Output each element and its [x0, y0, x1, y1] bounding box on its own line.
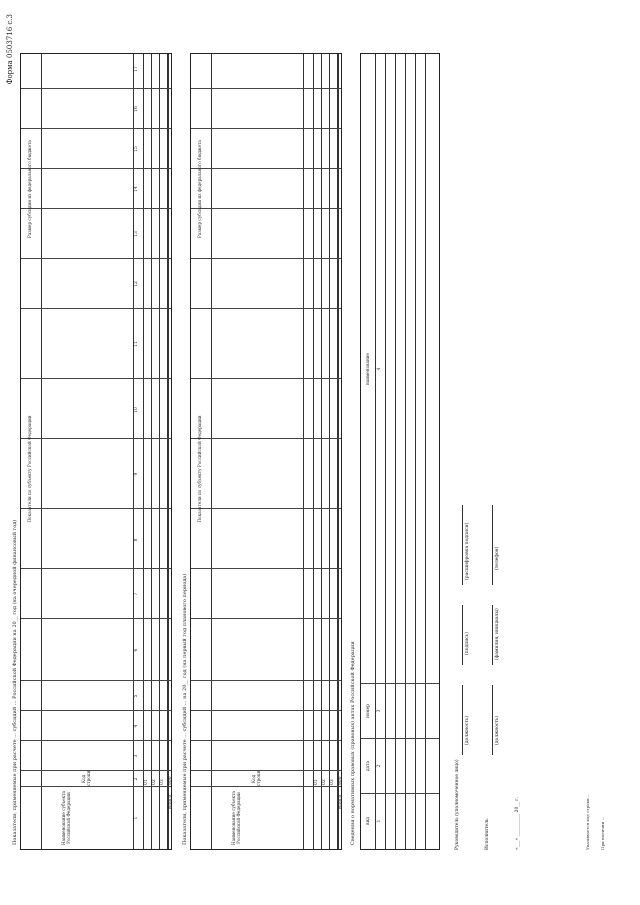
row-code-900-b: 900 — [338, 776, 343, 785]
subheader-total: Размер субсидии из федерального бюджета — [27, 140, 32, 238]
footnote-1: Указывается код строки ... — [585, 793, 590, 850]
sig-head-f1: (должность) — [465, 715, 470, 745]
colnum-16: 16 — [134, 106, 139, 112]
colnum-14: 14 — [134, 186, 139, 192]
table-nra — [360, 53, 440, 850]
form-code: Форма 0503716 с.3 — [6, 14, 14, 85]
nra-col-kind: вид — [365, 817, 370, 825]
header-subject-name: Наименование субъекта Российской Федерации — [61, 790, 71, 846]
sig-exec-f2: (фамилия, инициалы) — [495, 608, 500, 660]
colnum-1: 1 — [134, 816, 139, 820]
row-code-900: 900 — [168, 776, 173, 785]
header-row-code: Код строки — [81, 770, 91, 786]
colnum-6: 6 — [134, 648, 139, 652]
nra-colnum-2: 2 — [376, 764, 381, 768]
sig-role-exec: Исполнитель — [485, 818, 490, 850]
row-code-01-b: 01 — [314, 779, 319, 785]
colnum-5: 5 — [134, 694, 139, 698]
row-total-label-b: Итого — [338, 794, 343, 809]
sig-exec-f3: (телефон) — [495, 546, 500, 570]
colnum-8: 8 — [134, 538, 139, 542]
table-a2 — [190, 53, 342, 850]
sig-role-head: Руководитель (уполномоченное лицо) — [455, 759, 460, 850]
nra-col-date: дата — [365, 761, 370, 771]
row-code-02-b: 02 — [322, 779, 327, 785]
colnum-17: 17 — [134, 66, 139, 72]
sig-head-f3: (расшифровка подписи) — [465, 522, 470, 580]
sig-head-f2: (подпись) — [465, 632, 470, 655]
table-a1 — [20, 53, 172, 850]
header-row-code-2: Код строки — [251, 770, 261, 786]
date-line: «___» __________ 20__ г. — [515, 796, 520, 850]
colnum-15: 15 — [134, 146, 139, 152]
block-a1-title: Показатели, применяемые при расчете ... субсидий ... Российской Федерации на 20__ год (на очередной финансовый год) — [12, 519, 18, 845]
nra-colnum-4: 4 — [376, 367, 381, 371]
row-code-02: 02 — [152, 779, 157, 785]
colnum-2: 2 — [134, 777, 139, 781]
colnum-11: 11 — [134, 341, 139, 347]
nra-col-number: номер — [365, 704, 370, 718]
nra-col-name: наименование — [365, 352, 370, 386]
subheader-total-2: Размер субсидии из федерального бюджета — [197, 140, 202, 238]
nra-colnum-1: 1 — [376, 819, 381, 823]
colnum-3: 3 — [134, 754, 139, 758]
colnum-4: 4 — [134, 724, 139, 728]
colnum-9: 9 — [134, 472, 139, 476]
subheader-subject: Показатели по субъекту Российской Федерации — [27, 415, 32, 523]
subheader-subject-2: Показатели по субъекту Российской Федерации — [197, 415, 202, 523]
footnote-2: При наличии ... — [600, 816, 605, 850]
colnum-7: 7 — [134, 592, 139, 596]
header-subject-name-2: Наименование субъекта Российской Федерации — [231, 790, 241, 846]
sig-exec-f1: (должность) — [495, 715, 500, 745]
row-code-03: 03 — [160, 779, 165, 785]
row-code-03-b: 03 — [330, 779, 335, 785]
row-code-01: 01 — [144, 779, 149, 785]
block-a2-title: Показатели, применяемые при расчете ... субсидий ... на 20__ год (на первый год планового периода) — [182, 573, 188, 845]
colnum-13: 13 — [134, 231, 139, 237]
nra-colnum-3: 3 — [376, 709, 381, 713]
row-total-label: Итого — [168, 794, 173, 809]
colnum-10: 10 — [134, 407, 139, 413]
nra-block-title: Сведения о нормативных правовых (правовых) актах Российской Федерации — [350, 641, 356, 845]
colnum-12: 12 — [134, 281, 139, 287]
